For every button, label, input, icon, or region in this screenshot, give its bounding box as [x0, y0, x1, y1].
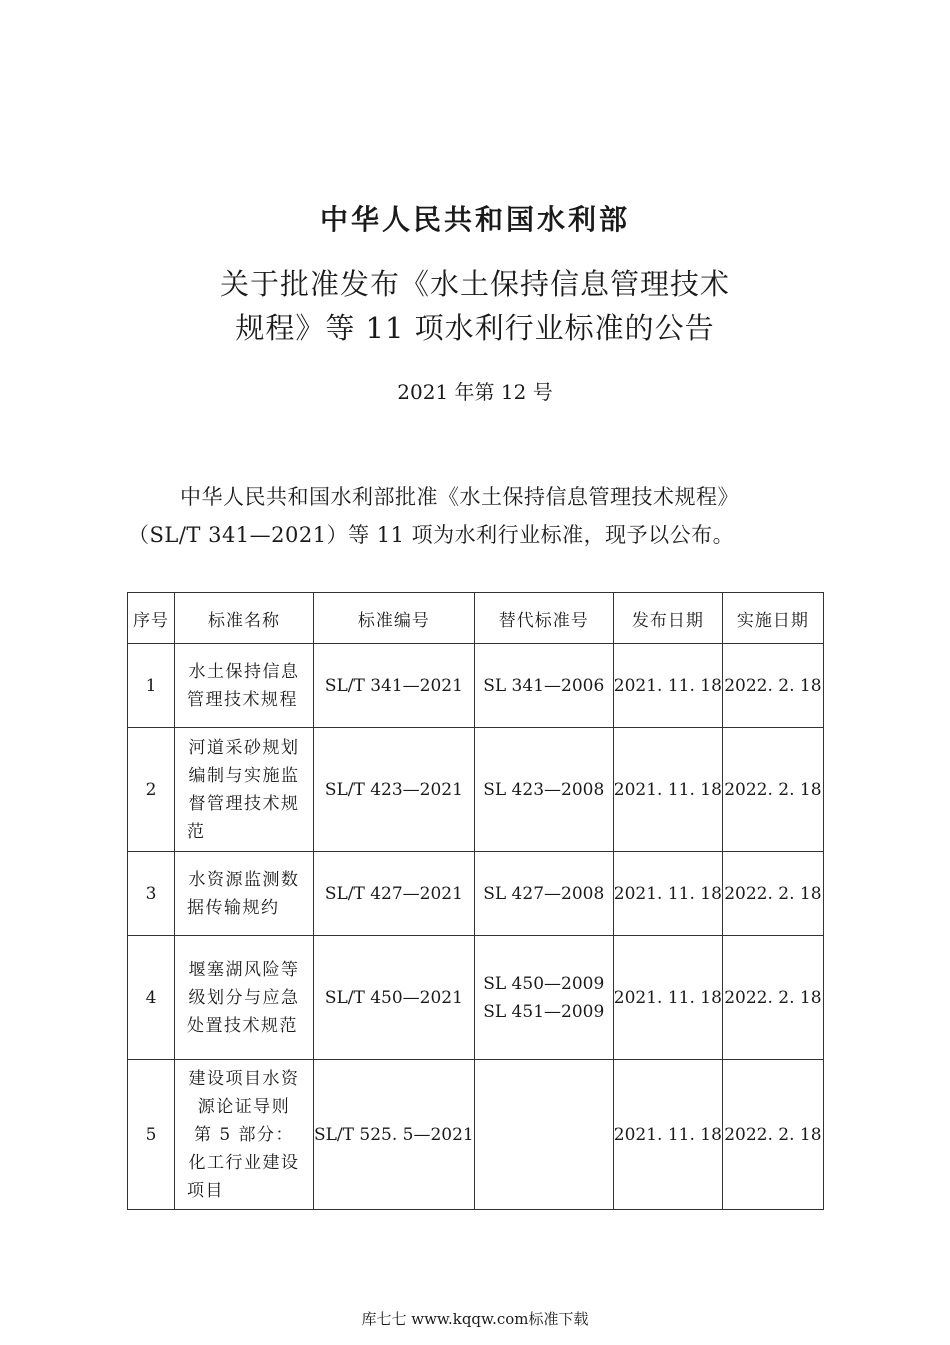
- replaced-standard: [474, 644, 613, 728]
- table-header-row: [128, 593, 824, 644]
- header-effective-date: 实施日期: [722, 593, 823, 644]
- footer-watermark: 库七七 www.kqqw.com标准下载: [361, 1310, 589, 1328]
- table-row: [128, 936, 824, 1060]
- replaced-standard: [474, 936, 613, 1060]
- replaced-standard: [474, 1060, 613, 1210]
- row-no: 2: [128, 728, 175, 852]
- document-number: 2021 年第 12 号: [397, 380, 553, 404]
- header-issue-date: 发布日期: [613, 593, 722, 644]
- body-line-2: （SL/T 341—2021）等 11 项为水利行业标准，现予以公布。: [128, 523, 735, 547]
- issue-date: 2021. 11. 18: [613, 1060, 722, 1210]
- replaced-standard: [474, 728, 613, 852]
- replaced-standard: [474, 852, 613, 936]
- effective-date: 2022. 2. 18: [722, 728, 823, 852]
- table-row: [128, 1060, 824, 1210]
- header-code: 标准编号: [314, 593, 475, 644]
- replaced-code: SL 450—2009: [483, 973, 605, 994]
- table-row: [128, 852, 824, 936]
- row-no: 3: [128, 852, 175, 936]
- effective-date: 2022. 2. 18: [722, 936, 823, 1060]
- title-line-2: 规程》等 11 项水利行业标准的公告: [235, 311, 715, 345]
- replaced-code: SL 341—2006: [483, 675, 605, 696]
- title-line-1: 关于批准发布《水土保持信息管理技术: [219, 267, 730, 301]
- header-name: 标准名称: [175, 593, 314, 644]
- replaced-code: SL 423—2008: [483, 779, 605, 800]
- announcement-body: [128, 478, 828, 554]
- issue-date: 2021. 11. 18: [613, 852, 722, 936]
- table-row: [128, 728, 824, 852]
- standard-name: 水土保持信息管理技术规程: [175, 644, 314, 728]
- body-line-1: 中华人民共和国水利部批准《水土保持信息管理技术规程》: [180, 485, 739, 509]
- effective-date: 2022. 2. 18: [722, 852, 823, 936]
- standard-code: SL/T 423—2021: [314, 728, 475, 852]
- issue-date: 2021. 11. 18: [613, 936, 722, 1060]
- standard-name: 堰塞湖风险等级划分与应急处置技术规范: [175, 936, 314, 1060]
- replaced-code: SL 427—2008: [483, 883, 605, 904]
- standard-name: 水资源监测数据传输规约: [175, 852, 314, 936]
- issue-date: 2021. 11. 18: [613, 644, 722, 728]
- standards-table: [127, 592, 824, 1210]
- row-no: 1: [128, 644, 175, 728]
- issue-date: 2021. 11. 18: [613, 728, 722, 852]
- table-row: [128, 644, 824, 728]
- header-replaced: 替代标准号: [474, 593, 613, 644]
- row-no: 4: [128, 936, 175, 1060]
- announcement-title: [0, 262, 950, 350]
- standard-name: 建设项目水资源论证导则 第 5 部分：化工行业建设项目: [175, 1060, 314, 1210]
- issuing-authority: 中华人民共和国水利部: [319, 203, 630, 236]
- standard-code: SL/T 450—2021: [314, 936, 475, 1060]
- effective-date: 2022. 2. 18: [722, 644, 823, 728]
- standard-code: SL/T 525. 5—2021: [314, 1060, 475, 1210]
- effective-date: 2022. 2. 18: [722, 1060, 823, 1210]
- row-no: 5: [128, 1060, 175, 1210]
- replaced-code: SL 451—2009: [483, 1001, 605, 1022]
- standard-code: SL/T 341—2021: [314, 644, 475, 728]
- header-no: 序号: [128, 593, 175, 644]
- standard-code: SL/T 427—2021: [314, 852, 475, 936]
- standard-name: 河道采砂规划编制与实施监督管理技术规范: [175, 728, 314, 852]
